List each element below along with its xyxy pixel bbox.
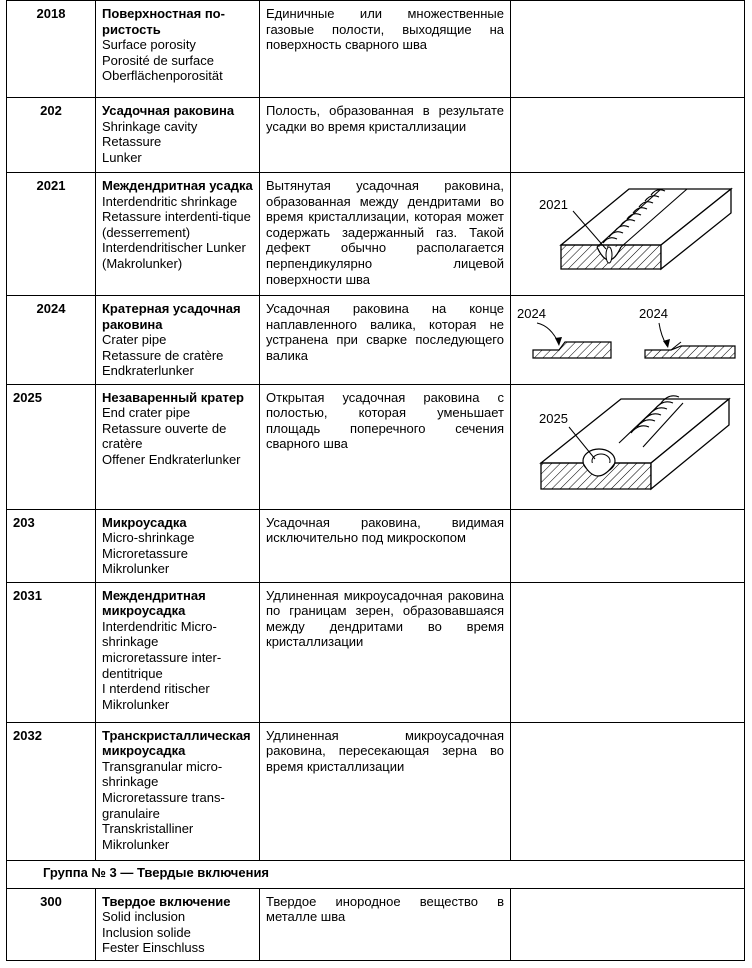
name-en: Interdendritic shrinkage [102,193,238,209]
defect-code: 202 [7,98,96,173]
figure-label-left: 2024 [517,306,546,321]
defect-names [96,509,260,582]
name-de: Endkraterlunker [102,363,194,379]
table-row [7,722,745,860]
defect-code: 2021 [7,173,96,296]
table-row [7,384,745,509]
name-de: Interdendritischer Lunker (Makrolunker) [102,240,246,271]
open-crater-figure-2025 [511,385,743,505]
name-ru: Усадочная раковина [102,103,235,118]
defect-names [96,722,260,860]
figure-cell [511,722,745,860]
defect-code: 2031 [7,582,96,722]
name-de: Oberflächenporosität [102,68,223,84]
defect-names [96,582,260,722]
defect-names [96,98,260,173]
defects-table [6,0,745,961]
name-en: Micro-shrinkage [102,530,195,546]
defect-code: 2018 [7,1,96,98]
figure-cell [511,384,745,509]
figure-cell [511,98,745,173]
defect-description: Удлиненная микроусадочная раковина по границам зерен, образовавшаяся между дендритами во время кристаллизации [260,582,511,722]
figure-label-right: 2024 [639,306,668,321]
defect-description: Твердое инородное вещество в металле шва [260,888,511,960]
crater-pipe-figure-2024 [511,296,743,380]
defect-names [96,1,260,98]
table-row [7,173,745,296]
name-fr: Microretassure trans-granulaire [102,789,225,821]
table-row [7,98,745,173]
name-fr: Retassure [102,134,162,150]
name-ru: Междендритная микроусадка [102,587,206,619]
name-fr: microretassure inter-dentitrique [102,649,222,681]
defect-code: 203 [7,509,96,582]
group-row [7,860,745,888]
defect-code: 2024 [7,296,96,385]
table-row [7,1,745,98]
name-fr: Retassure ouverte de cratère [102,420,227,452]
defect-code: 2032 [7,722,96,860]
defect-description: Усадочная раковина, видимая исключительно под микроскопом [260,509,511,582]
name-ru: Поверхностная по-ристость [102,6,225,37]
name-fr: Porosité de surface [102,52,215,68]
figure-cell [511,509,745,582]
defect-names [96,296,260,385]
figure-cell [511,888,745,960]
table-row [7,296,745,385]
defect-code: 2025 [7,384,96,509]
name-ru: Микроусадка [102,514,187,530]
name-fr: Inclusion solide [102,924,191,940]
name-ru: Кратерная усадочная раковина [102,301,241,332]
defect-code: 300 [7,888,96,960]
name-de: Offener Endkraterlunker [102,451,241,467]
defect-description: Усадочная раковина на конце наплавленного валика, которая не устранена при сварке последующего валика [260,296,511,385]
name-fr: Retassure de cratère [102,347,224,363]
name-de: I nterdend ritischer Mikrolunker [102,681,210,712]
table-row [7,582,745,722]
table-row [7,888,745,960]
name-en: Interdendritic Micro-shrinkage [102,618,217,650]
name-ru: Незаваренный кратер [102,389,244,405]
defect-names [96,384,260,509]
defect-description: Вытянутая усадочная раковина, образованная между дендритами во время кристаллизации, которая может содержать задержанный газ. Такой дефект обычно располагается перпендикулярно лицевой поверхности шва [260,173,511,296]
defect-description: Полость, образованная в результате усадки во время кристаллизации [260,98,511,173]
defect-description: Единичные или множественные газовые полости, выходящие на поверхность сварного шва [260,1,511,98]
figure-cell [511,1,745,98]
figure-label: 2021 [539,197,568,212]
figure-cell [511,173,745,296]
name-en: Crater pipe [102,332,167,348]
figure-label: 2025 [539,410,568,426]
table-row [7,509,745,582]
name-ru: Твердое включение [102,893,231,909]
figure-cell [511,296,745,385]
name-en: Transgranular micro-shrinkage [102,758,223,790]
defect-description: Открытая усадочная раковина с полостью, которая уменьшает площадь поперечного сечения сварного шва [260,384,511,509]
name-en: Shrinkage cavity [102,118,198,134]
name-ru: Междендритная усадка [102,178,253,193]
name-de: Transkristalliner Mikrolunker [102,821,194,852]
name-ru: Транскристаллическая микроусадка [102,727,251,759]
name-fr: Microretassure [102,545,188,561]
name-de: Fester Einschluss [102,940,205,956]
name-en: Solid inclusion [102,909,186,925]
group-heading: Группа № 3 — Твердые включения [7,860,745,888]
defect-names [96,888,260,960]
figure-cell [511,582,745,722]
name-de: Mikrolunker [102,561,170,577]
name-en: End crater pipe [102,405,191,421]
defect-names [96,173,260,296]
defect-description: Удлиненная микроусадочная раковина, пересекающая зерна во время кристаллизации [260,722,511,860]
name-de: Lunker [102,149,142,165]
name-en: Surface porosity [102,37,196,53]
name-fr: Retassure interdenti-tique (desserrement) [102,209,251,240]
weld-crack-figure-2021 [511,173,743,291]
